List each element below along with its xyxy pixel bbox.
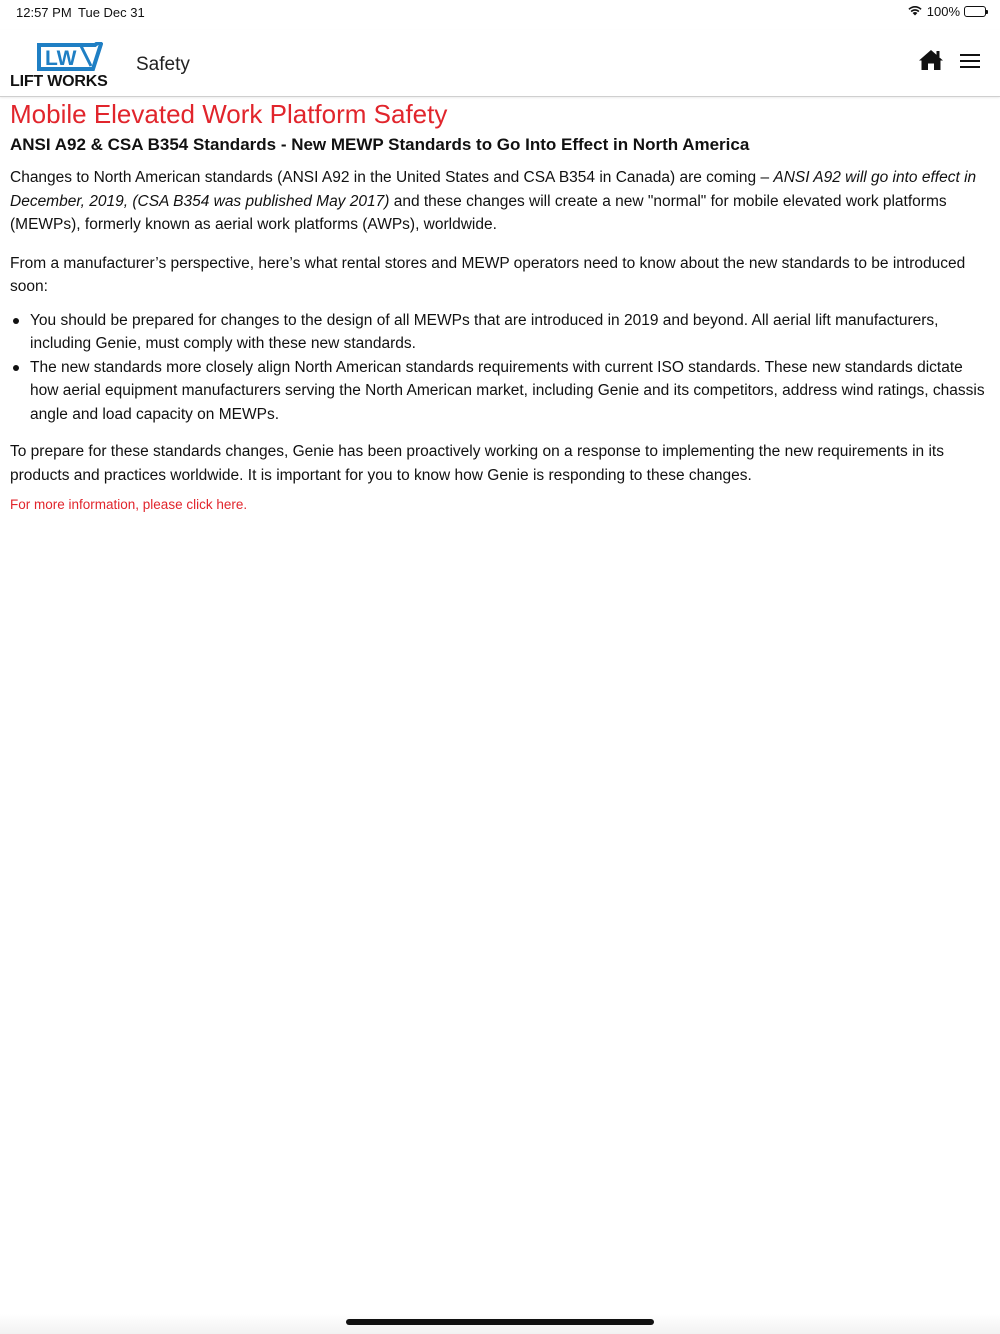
- more-info-link[interactable]: For more information, please click here.: [10, 497, 248, 512]
- svg-text:LW: LW: [45, 47, 77, 70]
- home-icon[interactable]: [918, 48, 944, 72]
- intro-text-b: and these changes will create a new "normal" for mobile elevated work platforms (MEWPs), formerly known as aerial work platforms (AWPs), worldwide.: [10, 192, 947, 233]
- menu-icon[interactable]: [958, 50, 982, 72]
- wifi-icon: [907, 4, 923, 19]
- logo-wordmark: LIFT WORKS: [10, 73, 108, 90]
- lw-logo-mark: [35, 42, 103, 72]
- intro-text-italic: ANSI A92 will go into effect in December, 2019, (CSA B354 was published May 2017): [10, 169, 977, 210]
- article-title: Mobile Elevated Work Platform Safety: [10, 99, 448, 129]
- status-time: 12:57 PM: [16, 5, 72, 20]
- status-bar: [0, 0, 1000, 24]
- standards-list: [10, 309, 992, 427]
- battery-icon: [964, 6, 986, 17]
- list-item: The new standards more closely align North American standards requirements with current ISO standards. These new standards dictate how aerial equipment manufacturers serving the North American market, including Genie and its competitors, address wind ratings, chassis angle and load capacity on MEWPs.: [30, 356, 992, 427]
- nav-bar: [0, 30, 1000, 97]
- home-indicator[interactable]: [346, 1319, 654, 1325]
- perspective-paragraph: From a manufacturer’s perspective, here’s what rental stores and MEWP operators need to know about the new standards to be introduced soon:: [10, 254, 966, 295]
- page-title: Safety: [136, 54, 190, 75]
- intro-paragraph: [10, 166, 992, 237]
- article-content: [10, 98, 992, 512]
- prepare-paragraph: To prepare for these standards changes, Genie has been proactively working on a response to implementing the new requirements in its products and practices worldwide. It is important for you to know how Genie is responding to these changes.: [10, 443, 944, 484]
- lift-works-logo[interactable]: [10, 42, 128, 92]
- status-right: [907, 4, 986, 19]
- article-subtitle: ANSI A92 & CSA B354 Standards - New MEWP Standards to Go Into Effect in North America: [10, 135, 750, 154]
- intro-text-a: Changes to North American standards (ANSI A92 in the United States and CSA B354 in Canada) are coming –: [10, 169, 774, 186]
- list-item: You should be prepared for changes to the design of all MEWPs that are introduced in 2019 and beyond. All aerial lift manufacturers, including Genie, must comply with these new standards.: [30, 309, 992, 356]
- battery-percent: 100%: [926, 4, 960, 19]
- status-date: Tue Dec 31: [78, 5, 145, 20]
